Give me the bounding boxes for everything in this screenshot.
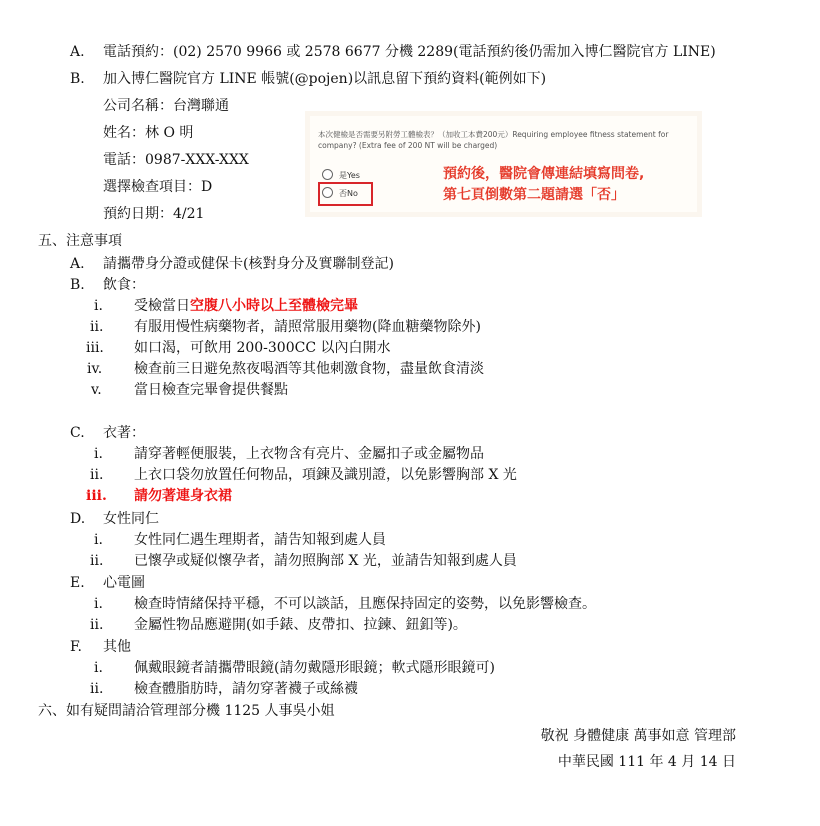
diet-item-prefix: 受檢當日: [134, 298, 190, 314]
closing-date: 中華民國 111 年 4 月 14 日: [557, 754, 736, 770]
other-item: 檢查體脂肪時，請勿穿著襪子或絲襪: [134, 681, 358, 697]
example-name: 姓名：林 O 明: [103, 125, 194, 141]
list-marker: F.: [70, 639, 82, 655]
form-note-line: 第七頁倒數第二題請選「否」: [443, 187, 625, 203]
sub-marker: ii.: [90, 553, 104, 569]
list-marker: D.: [70, 511, 86, 527]
sub-marker: v.: [91, 382, 102, 398]
sub-marker: ii.: [90, 319, 104, 335]
example-company: 公司名稱：台灣聯通: [103, 98, 229, 114]
sub-marker: ii.: [90, 617, 104, 633]
section-five-title: 五、注意事項: [38, 233, 122, 249]
sub-marker: iii.: [86, 340, 104, 356]
highlight-box: [318, 182, 373, 206]
list-marker: B.: [70, 71, 85, 87]
example-item: 選擇檢查項目：D: [103, 179, 213, 195]
other-heading: 其他: [103, 639, 131, 655]
list-marker: A.: [70, 44, 85, 60]
sub-marker: i.: [94, 596, 103, 612]
option-no-label: 否No: [339, 189, 358, 198]
example-phone: 電話：0987-XXX-XXX: [103, 152, 249, 168]
sub-marker: i.: [94, 660, 103, 676]
option-yes-label: 是Yes: [339, 171, 360, 180]
list-marker: E.: [70, 575, 85, 591]
line-booking-text: 加入博仁醫院官方 LINE 帳號(@pojen)以訊息留下預約資料(範例如下): [103, 71, 547, 87]
option-yes: [322, 169, 360, 183]
diet-item: 有服用慢性病藥物者，請照常服用藥物(降血糖藥物除外): [134, 319, 481, 335]
sub-marker: ii.: [90, 681, 104, 697]
sub-marker: ii.: [90, 467, 104, 483]
form-note-line: 預約後，醫院會傳連結填寫問卷,: [443, 166, 645, 182]
clothing-item: 請穿著輕便服裝，上衣物含有亮片、金屬扣子或金屬物品: [134, 446, 484, 462]
sub-marker: i.: [94, 446, 103, 462]
sub-marker: iv.: [87, 361, 103, 377]
radio-icon: [322, 169, 333, 180]
sub-marker: iii.: [86, 488, 107, 504]
closing-regards: 敬祝 身體健康 萬事如意 管理部: [540, 728, 736, 744]
clothing-item: 上衣口袋勿放置任何物品，項鍊及識別證，以免影響胸部 X 光: [134, 467, 517, 483]
sub-marker: i.: [94, 532, 103, 548]
form-example-panel: [310, 116, 697, 212]
female-item: 女性同仁遇生理期者，請告知報到處人員: [134, 532, 386, 548]
clothing-item-warning: 請勿著連身衣裙: [134, 488, 232, 504]
diet-item: 檢查前三日避免熬夜喝酒等其他刺激食物，盡量飲食清淡: [134, 361, 484, 377]
fasting-highlight: 空腹八小時以上至體檢完畢: [190, 298, 358, 314]
diet-item: 如口渴，可飲用 200-300CC 以內白開水: [134, 340, 391, 356]
id-card-text: 請攜帶身分證或健保卡(核對身分及實聯制登記): [103, 256, 394, 272]
sub-marker: i.: [94, 298, 103, 314]
female-heading: 女性同仁: [103, 511, 159, 527]
ecg-heading: 心電圖: [103, 575, 145, 591]
list-marker: B.: [70, 277, 85, 293]
form-note: [443, 164, 644, 206]
list-marker: C.: [70, 425, 85, 441]
example-date: 預約日期：4/21: [103, 206, 205, 222]
form-example-image: [305, 111, 702, 217]
other-item: 佩戴眼鏡者請攜帶眼鏡(請勿戴隱形眼鏡；軟式隱形眼鏡可): [134, 660, 495, 676]
diet-item: [134, 296, 358, 316]
clothing-heading: 衣著：: [103, 425, 145, 441]
diet-heading: 飲食：: [103, 277, 145, 293]
phone-booking-text: 電話預約：(02) 2570 9966 或 2578 6677 分機 2289(電話預約後仍需加入博仁醫院官方 LINE): [103, 44, 716, 60]
female-item: 已懷孕或疑似懷孕者，請勿照胸部 X 光，並請告知報到處人員: [134, 553, 517, 569]
diet-item: 當日檢查完畢會提供餐點: [134, 382, 288, 398]
ecg-item: 檢查時情緒保持平穩，不可以談話，且應保持固定的姿勢，以免影響檢查。: [134, 596, 596, 612]
ecg-item: 金屬性物品應避開(如手錶、皮帶扣、拉鍊、鈕釦等)。: [134, 617, 467, 633]
form-question: 本次健檢是否需要另附勞工體檢表？（加收工本費200元）Requiring employee fitness statement for company? (Extra fee of 200 NT will be charged): [318, 130, 669, 150]
contact-line: 六、如有疑問請洽管理部分機 1125 人事吳小姐: [38, 703, 335, 719]
list-marker: A.: [70, 256, 85, 272]
